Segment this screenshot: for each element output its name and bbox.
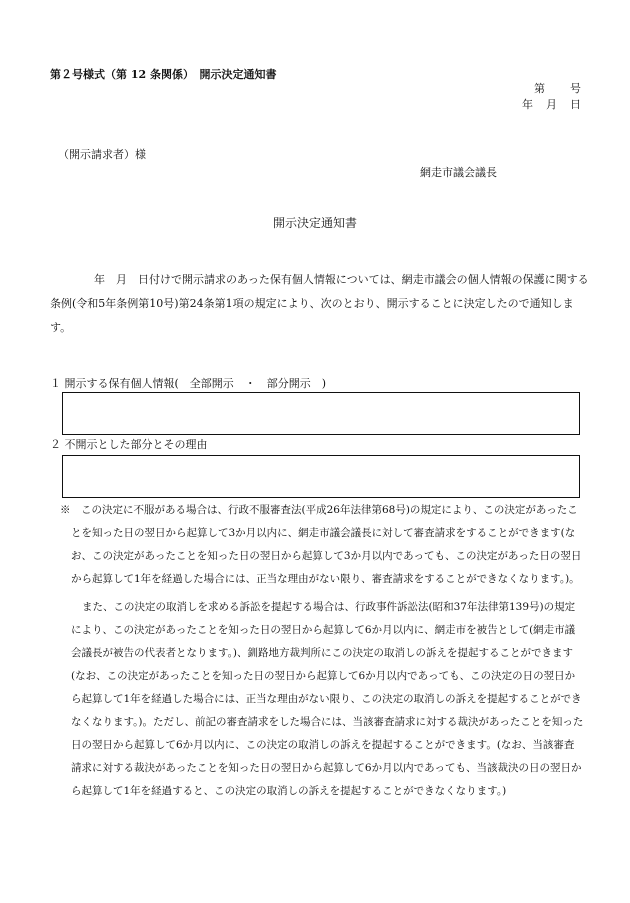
section-1-entry-box[interactable] bbox=[62, 392, 580, 435]
document-date: 年 月 日 bbox=[522, 98, 582, 111]
notes-block bbox=[60, 499, 584, 803]
recipient-line: （開示請求者）様 bbox=[58, 148, 146, 161]
section-1-label: １ 開示する保有個人情報( 全部開示 ・ 部分開示 ) bbox=[50, 377, 327, 390]
body-paragraph bbox=[50, 268, 590, 340]
document-title: 開示決定通知書 bbox=[272, 216, 357, 230]
section-2-entry-box[interactable] bbox=[62, 455, 580, 498]
body-text: 年 月 日付けで開示請求のあった保有個人情報については、網走市議会の個人情報の保護に関する条例(令和5年条例第10号)第24条第1項の規定により、次のとおり、開示することに決定したので通知します。 bbox=[50, 273, 589, 334]
note-lawsuit: また、この決定の取消しを求める訴訟を提起する場合は、行政事件訴訟法(昭和37年法律第139号)の規定により、この決定があったことを知った日の翌日から起算して6か月以内に、網走市を被告として(網走市議会議長が被告の代表者となります。)、釧路地方裁判所にこの決定の取消しの訴えを提起することができます(なお、この決定があったことを知った日の翌日から起算して6か月以内であっても、この決定の日の翌日から起算して1年を経過した場合には、正当な理由がない限り、この決定の取消しの訴えを提起することができなくなります。)。ただし、前記の審査請求をした場合には、当該審査請求に対する裁決があったことを知った日の翌日から起算して6か月以内に、この決定の取消しの訴えを提起することができます。(なお、当該審査請求に対する裁決があったことを知った日の翌日から起算して6か月以内であっても、当該裁決の日の翌日から起算して1年を経過すると、この決定の取消しの訴えを提起することができなくなります。) bbox=[71, 601, 584, 797]
sender-line: 網走市議会議長 bbox=[420, 166, 497, 179]
note-appeal: ※ この決定に不服がある場合は、行政不服審査法(平成26年法律第68号)の規定により、この決定があったことを知った日の翌日から起算して3か月以内に、網走市議会議長に対して審査請求をすることができます(なお、この決定があったことを知った日の翌日から起算して3か月以内であっても、この決定があった日の翌日から起算して1年を経過した場合には、正当な理由がない限り、審査請求をすることができなくなります。)。 bbox=[60, 504, 582, 585]
section-2-label: ２ 不開示とした部分とその理由 bbox=[50, 438, 208, 451]
document-number: 第 号 bbox=[534, 82, 582, 95]
form-label: 第２号様式（第 12 条関係） 開示決定通知書 bbox=[50, 68, 277, 81]
